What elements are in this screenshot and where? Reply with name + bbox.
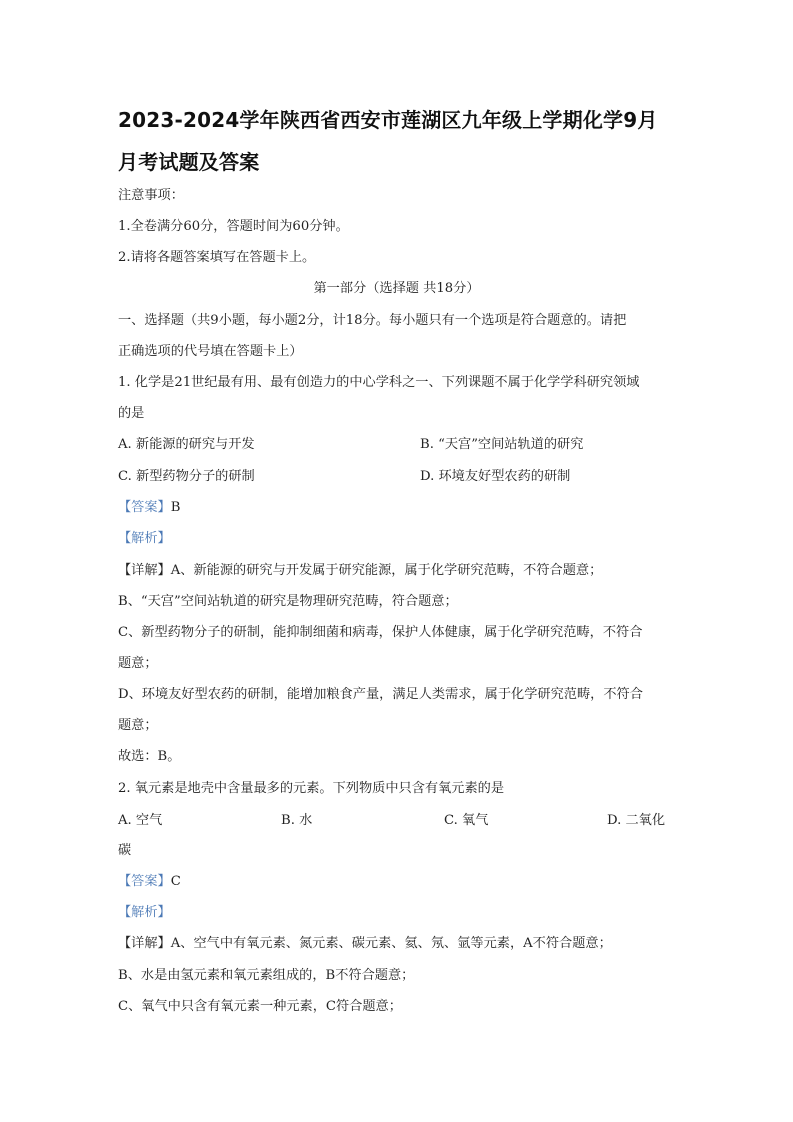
- detail-tag: 【详解】: [118, 563, 171, 578]
- q1-analysis-tag: 【解析】: [118, 531, 171, 546]
- detail-text: A、新能源的研究与开发属于研究能源，属于化学研究范畴，不符合题意；: [170, 563, 603, 578]
- q1-option-b: B. “天宫”空间站轨道的研究: [420, 437, 584, 452]
- q1-detail-6: 题意；: [118, 718, 158, 733]
- part1-instructions-1: 一、选择题（共9小题，每小题2分，计18分。每小题只有一个选项是符合题意的。请把: [118, 313, 627, 328]
- q1-detail-1: [118, 563, 602, 579]
- q1-option-c: C. 新型药物分子的研制: [118, 469, 255, 484]
- q2-option-b: B. 水: [281, 813, 313, 828]
- detail-tag: 【详解】: [118, 936, 171, 951]
- notice-heading: 注意事项：: [118, 188, 184, 203]
- q2-answer: [118, 874, 181, 890]
- q1-answer: [118, 500, 180, 516]
- q1-detail-4: 题意；: [118, 656, 158, 671]
- answer-tag: 【答案】: [118, 500, 171, 515]
- q2-option-d: D. 二氧化: [607, 813, 666, 828]
- q2-option-wrap: 碳: [118, 843, 132, 858]
- q2-stem: 2. 氧元素是地壳中含量最多的元素。下列物质中只含有氧元素的是: [118, 781, 505, 796]
- part1-instructions-2: 正确选项的代号填在答题卡上）: [118, 344, 303, 359]
- document-title-line2: 月考试题及答案: [118, 150, 260, 174]
- q1-option-d: D. 环境友好型农药的研制: [420, 469, 571, 484]
- answer-tag: 【答案】: [118, 874, 171, 889]
- detail-text: A、空气中有氧元素、氮元素、碳元素、氦、氖、氩等元素，A不符合题意；: [170, 936, 612, 951]
- q2-option-c: C. 氧气: [444, 813, 489, 828]
- q1-detail-5: D、环境友好型农药的研制，能增加粮食产量，满足人类需求，属于化学研究范畴，不符合: [118, 687, 643, 702]
- part1-heading: 第一部分（选择题 共18分）: [313, 281, 480, 296]
- notice-item-2: 2.请将各题答案填写在答题卡上。: [118, 250, 316, 265]
- q2-detail-1: [118, 936, 612, 952]
- q1-stem-2: 的是: [118, 406, 145, 421]
- q2-detail-3: C、氧气中只含有氧元素一种元素，C符合题意；: [118, 999, 402, 1014]
- q1-option-a: A. 新能源的研究与开发: [118, 437, 255, 452]
- q2-analysis-tag: 【解析】: [118, 905, 171, 920]
- q1-conclusion: 故选：B。: [118, 749, 181, 764]
- q1-stem-1: 1. 化学是21世纪最有用、最有创造力的中心学科之一、下列课题不属于化学学科研究领域: [118, 375, 640, 390]
- document-title-line1: 2023-2024学年陕西省西安市莲湖区九年级上学期化学9月: [118, 108, 658, 132]
- answer-value: B: [170, 500, 181, 515]
- q1-detail-2: B、“天宫”空间站轨道的研究是物理研究范畴，符合题意；: [118, 594, 458, 609]
- notice-item-1: 1.全卷满分60分，答题时间为60分钟。: [118, 219, 349, 234]
- q2-option-a: A. 空气: [118, 813, 163, 828]
- answer-value: C: [170, 874, 181, 889]
- q2-detail-2: B、水是由氢元素和氧元素组成的，B不符合题意；: [118, 968, 415, 983]
- q1-detail-3: C、新型药物分子的研制，能抑制细菌和病毒，保护人体健康，属于化学研究范畴，不符合: [118, 625, 643, 640]
